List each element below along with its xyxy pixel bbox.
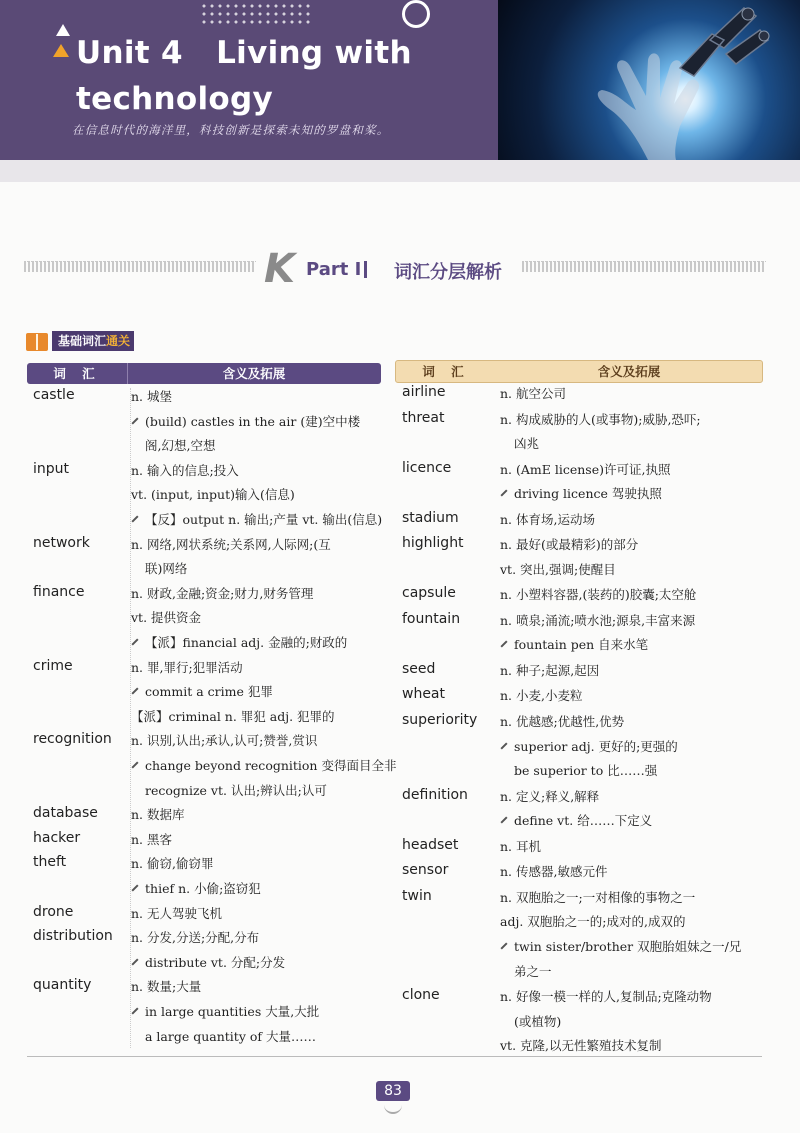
vocab-meaning-line: be superior to 比……强 — [514, 763, 658, 779]
vocab-meaning-line — [500, 735, 678, 759]
book-icon — [26, 333, 48, 351]
unit-title-line2: technology — [76, 81, 273, 117]
white-triangle-icon — [56, 24, 70, 36]
vocab-meaning-text: (build) castles in the air (建)空中楼 — [145, 413, 361, 429]
vocab-meaning-line: n. 双胞胎之一;一对相像的事物之一 — [500, 889, 696, 905]
vocab-meaning-line: n. 耳机 — [500, 838, 541, 854]
pencil-icon — [131, 958, 138, 965]
vocab-word: stadium — [402, 509, 459, 526]
vocab-meaning-line: a large quantity of 大量…… — [145, 1028, 316, 1044]
pencil-icon — [500, 817, 507, 824]
vocab-meaning-line: n. 种子;起源,起因 — [500, 662, 600, 678]
vocab-meaning-line: n. 识别,认出;承认,认可;赞誉,赏识 — [131, 733, 318, 749]
vocab-meaning-line — [500, 633, 648, 657]
vocab-meaning-line: vt. 克隆,以无性繁殖技术复制 — [500, 1038, 662, 1054]
part-rule-left — [24, 261, 256, 272]
pencil-icon — [500, 742, 507, 749]
orange-triangle-icon — [53, 44, 69, 57]
vocab-meaning-line: n. 最好(或最精彩)的部分 — [500, 537, 639, 553]
vocab-meaning-line: n. (AmE license)许可证,执照 — [500, 461, 671, 477]
pencil-icon — [500, 490, 507, 497]
vocab-word: recognition — [33, 731, 112, 748]
vocab-word: network — [33, 534, 90, 551]
vocab-word: superiority — [402, 711, 478, 728]
vocab-meaning-line: n. 城堡 — [131, 389, 172, 404]
vocab-word: distribution — [33, 928, 113, 945]
vocab-meaning-line — [131, 410, 360, 434]
pencil-icon — [500, 641, 507, 648]
vocab-meaning-line: n. 定义;释义,解释 — [500, 788, 600, 804]
vocab-meaning-line: vt. 提供资金 — [131, 610, 202, 626]
vocab-meaning-text: superior adj. 更好的;更强的 — [514, 738, 678, 754]
vocab-meaning-text: twin sister/brother 双胞胎姐妹之一/兄 — [514, 938, 742, 954]
vocab-meaning-text: thief n. 小偷;盗窃犯 — [145, 881, 261, 896]
vocab-meaning-text: driving licence 驾驶执照 — [514, 486, 662, 502]
vocab-word: crime — [33, 657, 73, 674]
vocab-word: highlight — [402, 535, 464, 552]
part-k-letter: K — [264, 246, 295, 292]
pencil-icon — [131, 761, 138, 768]
vocab-word: wheat — [402, 686, 446, 703]
bottom-rule — [27, 1056, 762, 1057]
header-meaning: 含义及拓展 — [597, 364, 661, 379]
unit-title-line1: Unit 4 Living with — [76, 35, 412, 71]
robot-hand-photo — [498, 0, 800, 160]
vocab-meaning-line: n. 喷泉;涌流;喷水池;源泉,丰富来源 — [500, 612, 696, 628]
vocab-meaning-line — [131, 877, 261, 901]
vocab-meaning-text: change beyond recognition 变得面目全非 — [145, 758, 397, 773]
vocab-meaning-line: n. 输入的信息;投入 — [131, 462, 239, 478]
vocab-meaning-line: n. 传感器,敏感元件 — [500, 864, 608, 880]
vocab-meaning-line: n. 罪,罪行;犯罪活动 — [131, 659, 243, 675]
vocab-word: licence — [402, 459, 452, 476]
vocab-meaning-text: 【派】financial adj. 金融的;财政的 — [145, 635, 348, 650]
dot-pattern — [200, 2, 310, 24]
page-fold-band — [0, 160, 800, 182]
vocab-meaning-line: n. 财政,金融;资金;财力,财务管理 — [131, 585, 314, 601]
pencil-icon — [131, 638, 138, 645]
vocab-meaning-line: 凶兆 — [514, 436, 540, 452]
vocab-meaning-text: commit a crime 犯罪 — [145, 684, 273, 700]
vocab-meaning-text: 【反】output n. 输出;产量 vt. 输出(信息) — [145, 512, 383, 527]
vocab-word: fountain — [402, 610, 461, 627]
vocab-word: finance — [33, 583, 85, 600]
vocab-meaning-line — [131, 951, 285, 975]
header-word: 词 汇 — [53, 366, 101, 381]
vocab-meaning-text: fountain pen 自来水笔 — [514, 637, 649, 653]
part-label: Part Ⅰ — [306, 259, 362, 280]
vocab-meaning-line — [131, 508, 382, 532]
unit-subtitle: 在信息时代的海洋里，科技创新是探索未知的罗盘和桨。 — [72, 123, 390, 137]
unit-title — [76, 30, 476, 122]
vocab-word: drone — [33, 903, 74, 920]
vocab-word: quantity — [33, 977, 92, 994]
vocab-word: definition — [402, 786, 468, 803]
vocab-meaning-line: vt. (input, input)输入(信息) — [131, 487, 295, 503]
pencil-icon — [131, 417, 138, 424]
vocab-word: airline — [402, 384, 446, 400]
pencil-icon — [131, 688, 138, 695]
vocab-meaning-line: recognize vt. 认出;辨认出;认可 — [145, 782, 327, 798]
vocab-meaning-line — [131, 631, 347, 655]
vocab-meaning-line — [500, 482, 662, 506]
vocab-meaning-line: n. 数据库 — [131, 807, 185, 823]
robot-hand-illustration — [498, 0, 800, 160]
vocab-meaning-line: 【派】criminal n. 罪犯 adj. 犯罪的 — [131, 708, 335, 724]
vocab-meaning-line: 联)网络 — [145, 561, 188, 577]
vocab-meaning-line: n. 黑客 — [131, 831, 172, 847]
pencil-icon — [500, 942, 507, 949]
vocab-meaning-line: n. 偷窃,偷窃罪 — [131, 856, 214, 872]
vocab-word: headset — [402, 836, 459, 853]
vocab-meaning-line: adj. 双胞胎之一的;成对的,成双的 — [500, 914, 686, 930]
vocab-meaning-text: define vt. 给……下定义 — [514, 813, 653, 829]
vocab-meaning-line: n. 航空公司 — [500, 386, 566, 401]
vocab-meaning-line — [131, 680, 273, 704]
vocab-meaning-line: n. 好像一模一样的人,复制品;克隆动物 — [500, 989, 712, 1004]
vocab-word: hacker — [33, 829, 81, 846]
vocab-meaning-line: 阁,幻想,空想 — [145, 438, 216, 454]
vocab-word: input — [33, 460, 70, 477]
right-table-header — [395, 360, 763, 383]
vocab-meaning-text: distribute vt. 分配;分发 — [145, 954, 286, 970]
header-word: 词 汇 — [422, 364, 470, 379]
vocab-word: clone — [402, 987, 440, 1003]
vocab-word: seed — [402, 660, 436, 677]
pencil-icon — [131, 515, 138, 522]
part-rule-right — [522, 261, 766, 272]
vocab-meaning-line — [131, 1000, 319, 1024]
vocab-meaning-text: in large quantities 大量,大批 — [145, 1004, 320, 1019]
vocab-meaning-line: n. 优越感;优越性,优势 — [500, 713, 625, 729]
page-ornament — [384, 1104, 402, 1114]
section-tag-accent: 通关 — [106, 334, 131, 348]
pencil-icon — [131, 884, 138, 891]
vocab-word: capsule — [402, 585, 456, 602]
part-divider — [364, 261, 367, 278]
vocab-meaning-line: 弟之一 — [514, 963, 552, 979]
vocab-word: twin — [402, 887, 432, 904]
vocab-meaning-line: n. 小塑料容器,(装药的)胶囊;太空舱 — [500, 587, 697, 603]
pencil-icon — [131, 1007, 138, 1014]
part-title: 词汇分层解析 — [394, 262, 502, 283]
vocab-word: theft — [33, 854, 67, 871]
vocab-meaning-line: n. 分发,分送;分配,分布 — [131, 930, 260, 946]
page-number: 83 — [376, 1081, 410, 1101]
vocab-meaning-line — [500, 809, 652, 833]
left-table-header — [27, 363, 381, 384]
header-meaning: 含义及拓展 — [222, 366, 286, 381]
vocab-meaning-line: n. 数量;大量 — [131, 979, 202, 995]
vocab-meaning-line: n. 无人驾驶飞机 — [131, 905, 222, 921]
decorative-ring — [402, 0, 430, 28]
section-tag — [52, 331, 134, 351]
vocab-word: sensor — [402, 862, 449, 879]
vocab-meaning-line: n. 小麦,小麦粒 — [500, 688, 583, 704]
vocab-meaning-line: n. 构成威胁的人(或事物);威胁,恐吓; — [500, 411, 701, 427]
vocab-meaning-line — [500, 935, 741, 959]
vocab-meaning-line — [131, 754, 396, 778]
section-tag-main: 基础词汇 — [58, 334, 107, 348]
vocab-word: database — [33, 805, 98, 822]
vocab-word: threat — [402, 409, 445, 426]
vocab-meaning-line: n. 网络,网状系统;关系网,人际网;(互 — [131, 536, 331, 552]
vocab-meaning-line: (或植物) — [514, 1013, 562, 1029]
vocab-word: castle — [33, 387, 75, 403]
vocab-meaning-line: vt. 突出,强调;使醒目 — [500, 561, 616, 577]
vocab-meaning-line: n. 体育场,运动场 — [500, 511, 595, 527]
